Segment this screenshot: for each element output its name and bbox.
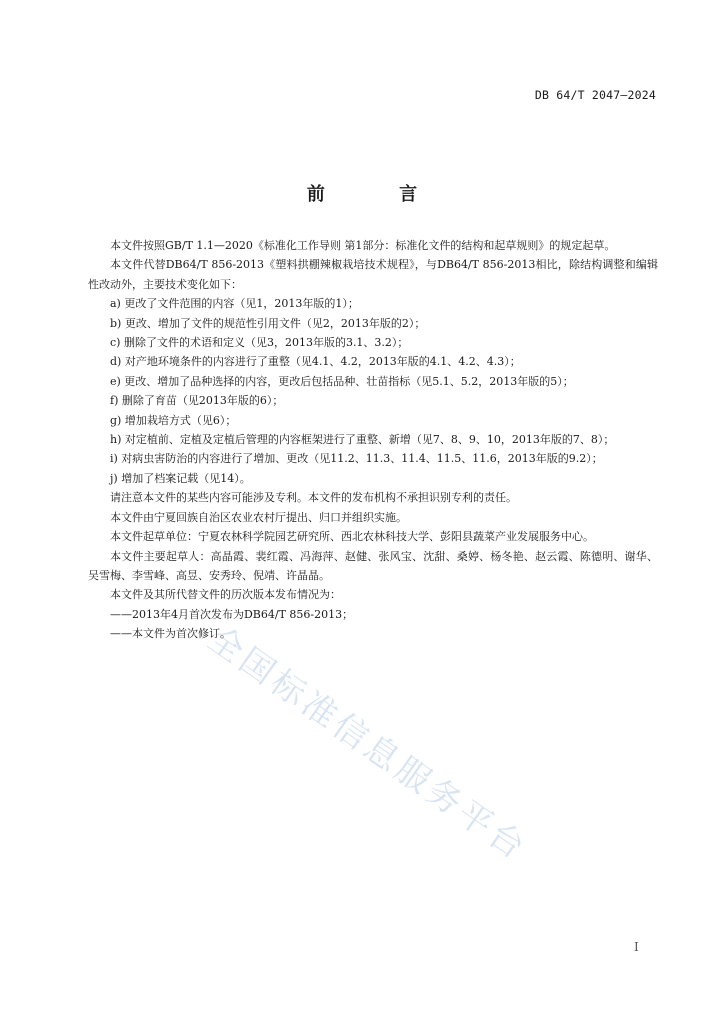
document-code: DB 64/T 2047—2024	[534, 88, 656, 102]
paragraph-drafters: 本文件主要起草人：高晶霞、裴红霞、冯海萍、赵健、张风宝、沈甜、桑婷、杨冬艳、赵云霞、陈德明、谢华、吴雪梅、李雪峰、高昱、安秀玲、倪靖、许晶晶。	[88, 549, 658, 582]
change-item: c) 删除了文件的术语和定义（见3，2013年版的3.1、3.2）；	[110, 336, 409, 350]
change-item: g) 增加栽培方式（见6）；	[110, 413, 237, 427]
paragraph-replacement: 本文件代替DB64/T 856-2013《塑料拱棚辣椒栽培技术规程》，与DB64/T 856-2013相比，除结构调整和编辑性改动外，主要技术变化如下：	[88, 258, 658, 291]
change-item: d) 对产地环境条件的内容进行了重整（见4.1、4.2，2013年版的4.1、4.2、4.3）；	[110, 355, 521, 369]
history-item: ——2013年4月首次发布为DB64/T 856-2013；	[110, 607, 354, 621]
page-title: 前 言	[306, 184, 452, 205]
paragraph-patent-notice: 请注意本文件的某些内容可能涉及专利。本文件的发布机构不承担识别专利的责任。	[110, 491, 517, 505]
page-number: I	[634, 940, 639, 954]
change-item: i) 对病虫害防治的内容进行了增加、更改（见11.2、11.3、11.4、11.5、11.6，2013年版的9.2）；	[110, 452, 603, 466]
change-item: a) 更改了文件范围的内容（见1，2013年版的1）；	[110, 297, 359, 311]
paragraph-proposer: 本文件由宁夏回族自治区农业农村厅提出、归口并组织实施。	[110, 510, 407, 524]
change-item: f) 删除了育苗（见2013年版的6）；	[110, 394, 284, 408]
change-item: b) 更改、增加了文件的规范性引用文件（见2，2013年版的2）；	[110, 316, 426, 330]
change-item: e) 更改、增加了品种选择的内容，更改后包括品种、壮苗指标（见5.1、5.2，2013年版的5）；	[110, 374, 574, 388]
change-item: j) 增加了档案记载（见14）。	[110, 471, 251, 485]
paragraph-drafting-basis: 本文件按照GB/T 1.1—2020《标准化工作导则 第1部分：标准化文件的结构和起草规则》的规定起草。	[110, 239, 616, 252]
paragraph-history-intro: 本文件及其所代替文件的历次版本发布情况为：	[110, 588, 341, 602]
history-item: ——本文件为首次修订。	[110, 627, 231, 641]
change-item: h) 对定植前、定植及定植后管理的内容框架进行了重整、新增（见7、8、9、10，2013年版的7、8）；	[110, 433, 615, 447]
paragraph-drafting-units: 本文件起草单位：宁夏农林科学院园艺研究所、西北农林科技大学、彭阳县蔬菜产业发展服务中心。	[110, 530, 594, 544]
document-body	[88, 236, 658, 644]
watermark: 全国标准信息服务平台	[200, 618, 535, 870]
